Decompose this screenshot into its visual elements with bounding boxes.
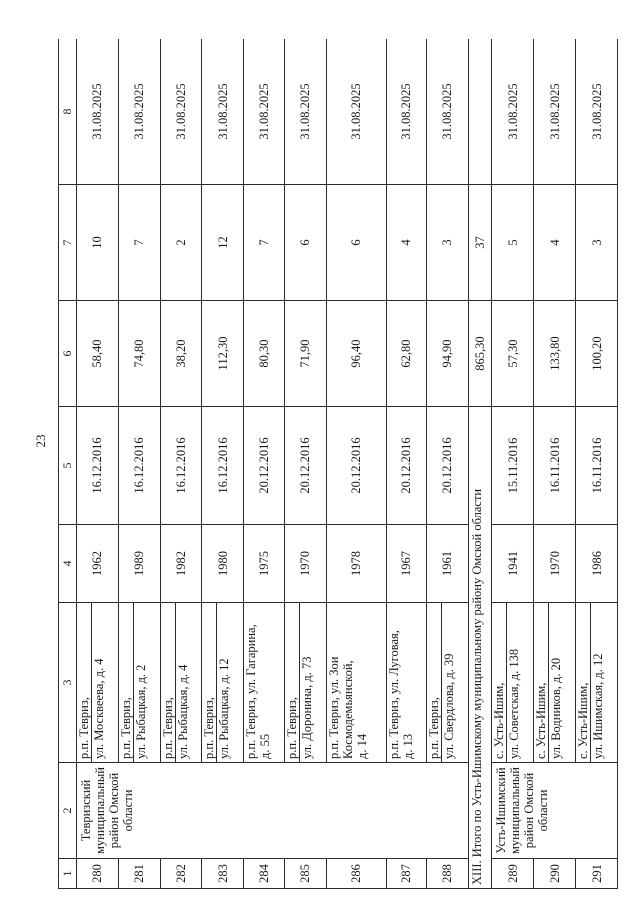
area-value: 57,30 (492, 301, 534, 407)
address-cell (244, 603, 284, 763)
deadline-date: 31.08.2025 (326, 39, 386, 185)
address-line: д. 13 (400, 733, 415, 759)
address-cell (534, 603, 576, 763)
address-line: д. 55 (258, 733, 273, 759)
table-row (534, 39, 576, 889)
table-row (386, 39, 426, 889)
recognition-date: 15.11.2016 (492, 407, 534, 525)
residents-count: 4 (386, 185, 426, 301)
recognition-date: 20.12.2016 (426, 407, 468, 525)
deadline-date: 31.08.2025 (576, 39, 618, 185)
residents-count: 2 (160, 185, 202, 301)
area-value: 71,90 (284, 301, 326, 407)
address-line: с. Усть-Ишим, (492, 682, 507, 759)
subtotal-area: 865,30 (468, 301, 492, 407)
row-number: 284 (244, 859, 284, 889)
subtotal-label: XIII. Итого по Усть-Ишимскому муниципальному району Омской области (468, 407, 492, 889)
deadline-date: 31.08.2025 (534, 39, 576, 185)
table-row (202, 39, 244, 889)
area-value: 80,30 (244, 301, 284, 407)
table-row (326, 39, 386, 889)
deadline-date: 31.08.2025 (386, 39, 426, 185)
address-cell (386, 603, 426, 763)
row-number: 287 (386, 859, 426, 889)
recognition-date: 20.12.2016 (244, 407, 284, 525)
address-line: д. 14 (354, 733, 369, 759)
column-header: 6 (59, 301, 77, 407)
area-value: 94,90 (426, 301, 468, 407)
row-number: 282 (160, 859, 202, 889)
build-year: 1982 (160, 525, 202, 603)
deadline-date: 31.08.2025 (160, 39, 202, 185)
address-line: р.п. Тевриз, (202, 697, 217, 759)
address-line: ул. Рыбацкая, д. 2 (133, 603, 148, 762)
area-value: 96,40 (326, 301, 386, 407)
residents-count: 6 (326, 185, 386, 301)
column-header: 7 (59, 185, 77, 301)
area-value: 62,80 (386, 301, 426, 407)
table-row (284, 39, 326, 889)
recognition-date: 16.12.2016 (118, 407, 160, 525)
recognition-date: 16.12.2016 (77, 407, 119, 525)
address-line: р.п. Тевриз, (426, 697, 441, 759)
recognition-date: 16.11.2016 (576, 407, 618, 525)
row-number: 289 (492, 859, 534, 889)
deadline-date: 31.08.2025 (118, 39, 160, 185)
address-cell (160, 603, 202, 763)
table-row (576, 39, 618, 889)
address-line: ул. Москвеева, д. 4 (91, 603, 106, 762)
address-cell (202, 603, 244, 763)
table-row (244, 39, 284, 889)
recognition-date: 16.12.2016 (202, 407, 244, 525)
address-cell (77, 603, 119, 763)
residents-count: 5 (492, 185, 534, 301)
residents-count: 3 (426, 185, 468, 301)
rotated-table-container (58, 39, 618, 889)
column-header: 1 (59, 859, 77, 889)
deadline-date: 31.08.2025 (284, 39, 326, 185)
address-cell (426, 603, 468, 763)
table-row (160, 39, 202, 889)
residents-count: 12 (202, 185, 244, 301)
column-number-row (59, 39, 77, 889)
deadline-date: 31.08.2025 (426, 39, 468, 185)
deadline-date: 31.08.2025 (77, 39, 119, 185)
column-header: 5 (59, 407, 77, 525)
row-number: 280 (77, 859, 119, 889)
housing-table-frame (58, 39, 618, 889)
subtotal-count: 37 (468, 185, 492, 301)
subtotal-row (468, 39, 492, 889)
deadline-date: 31.08.2025 (202, 39, 244, 185)
address-line: р.п. Тевриз, ул. Луговая, (386, 630, 401, 759)
row-number: 285 (284, 859, 326, 889)
address-line: ул. Советская, д. 138 (506, 603, 521, 762)
residents-count: 6 (284, 185, 326, 301)
row-number: 286 (326, 859, 386, 889)
build-year: 1978 (326, 525, 386, 603)
area-value: 38,20 (160, 301, 202, 407)
address-cell (118, 603, 160, 763)
build-year: 1941 (492, 525, 534, 603)
address-cell (576, 603, 618, 763)
address-line: р.п. Тевриз, ул. Гагарина, (244, 624, 259, 759)
build-year: 1962 (77, 525, 119, 603)
area-value: 58,40 (77, 301, 119, 407)
address-line: р.п. Тевриз, (284, 697, 299, 759)
area-value: 133,80 (534, 301, 576, 407)
housing-table (58, 39, 618, 889)
page-number: 23 (33, 434, 48, 448)
address-cell (326, 603, 386, 763)
address-line: ул. Рыбацкая, д. 4 (175, 603, 190, 762)
recognition-date: 20.12.2016 (284, 407, 326, 525)
empty-cell (468, 39, 492, 185)
build-year: 1967 (386, 525, 426, 603)
column-header: 4 (59, 525, 77, 603)
residents-count: 7 (244, 185, 284, 301)
area-value: 74,80 (118, 301, 160, 407)
recognition-date: 16.12.2016 (160, 407, 202, 525)
build-year: 1961 (426, 525, 468, 603)
build-year: 1970 (534, 525, 576, 603)
row-number: 283 (202, 859, 244, 889)
table-row (426, 39, 468, 889)
area-value: 100,20 (576, 301, 618, 407)
deadline-date: 31.08.2025 (244, 39, 284, 185)
row-number: 281 (118, 859, 160, 889)
residents-count: 7 (118, 185, 160, 301)
recognition-date: 20.12.2016 (386, 407, 426, 525)
address-line: р.п. Тевриз, (160, 697, 175, 759)
address-line: р.п. Тевриз, ул. Зои Космодемьянской, (326, 656, 355, 759)
address-line: р.п. Тевриз, (77, 697, 91, 759)
row-number: 290 (534, 859, 576, 889)
column-header: 8 (59, 39, 77, 185)
area-value: 112,30 (202, 301, 244, 407)
build-year: 1970 (284, 525, 326, 603)
address-line: р.п. Тевриз, (118, 697, 133, 759)
row-number: 291 (576, 859, 618, 889)
address-line: с. Усть-Ишим, (534, 682, 549, 759)
build-year: 1975 (244, 525, 284, 603)
table-row (492, 39, 534, 889)
build-year: 1986 (576, 525, 618, 603)
address-cell (284, 603, 326, 763)
district-name: Усть-Ишимский муниципальный район Омской области (492, 763, 618, 859)
row-number: 288 (426, 859, 468, 889)
build-year: 1980 (202, 525, 244, 603)
build-year: 1989 (118, 525, 160, 603)
address-line: ул. Рыбацкая, д. 12 (216, 603, 231, 762)
address-line: ул. Свердлова, д. 39 (441, 603, 456, 762)
residents-count: 10 (77, 185, 119, 301)
column-header: 3 (59, 603, 77, 763)
address-line: ул. Водников, д. 20 (548, 603, 563, 762)
table-row (118, 39, 160, 889)
residents-count: 4 (534, 185, 576, 301)
address-line: ул. Доронина, д. 73 (299, 603, 314, 762)
recognition-date: 20.12.2016 (326, 407, 386, 525)
address-line: с. Усть-Ишим, (576, 682, 591, 759)
address-cell (492, 603, 534, 763)
recognition-date: 16.11.2016 (534, 407, 576, 525)
residents-count: 3 (576, 185, 618, 301)
deadline-date: 31.08.2025 (492, 39, 534, 185)
address-line: ул. Ишимская, д. 12 (590, 603, 605, 762)
table-row (77, 39, 119, 889)
column-header: 2 (59, 763, 77, 859)
district-name: Тевризский муниципальный район Омской области (77, 763, 469, 859)
